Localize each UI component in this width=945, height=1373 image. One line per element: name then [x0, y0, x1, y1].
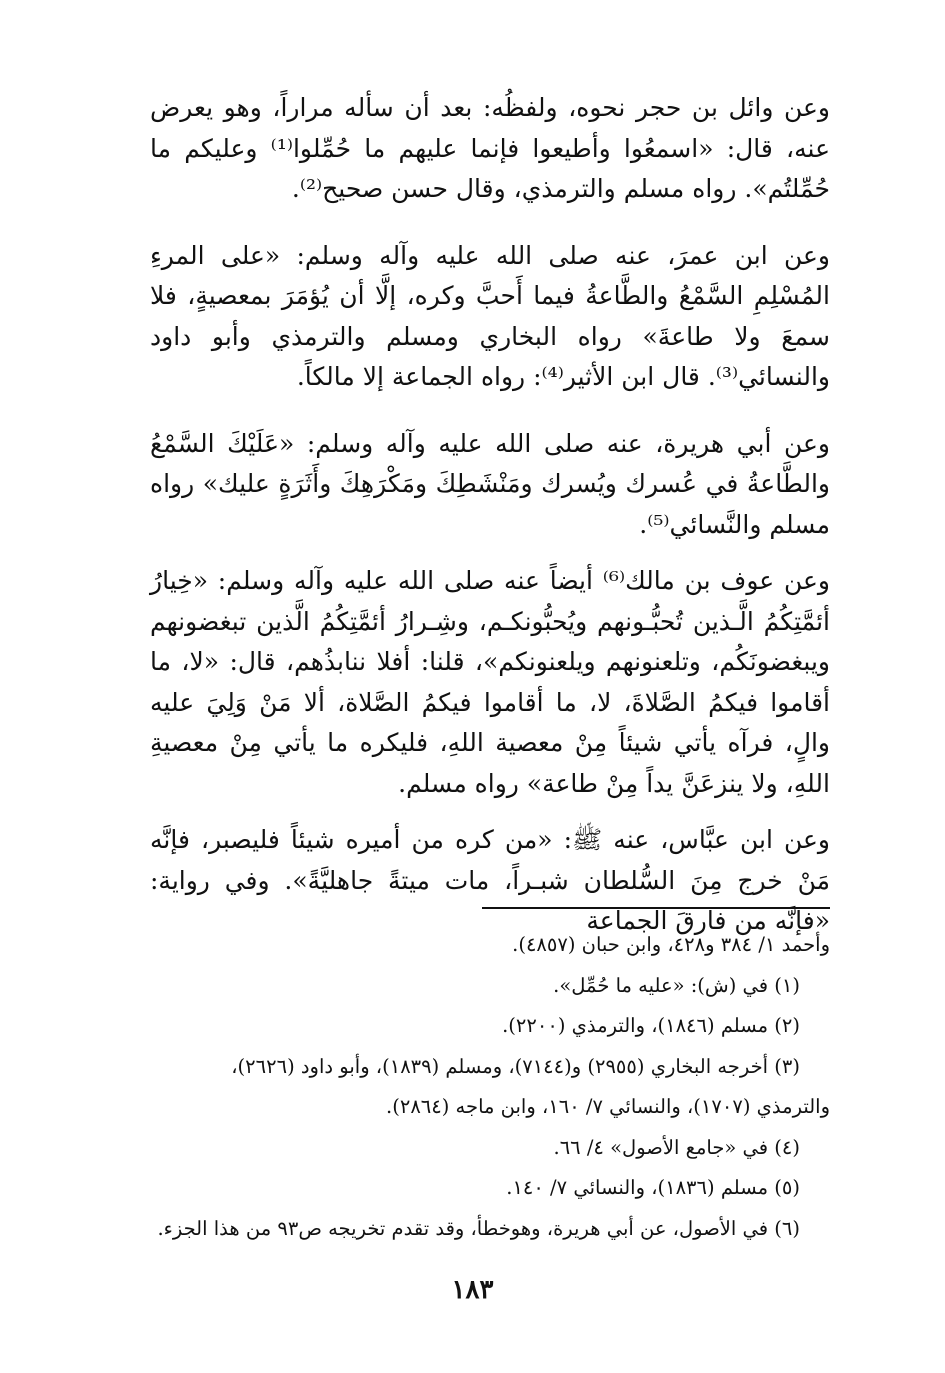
- footnote-3-continuation: والترمذي (١٧٠٧)، والنسائي ٧/ ١٦٠، وابن ماجه (٢٨٦٤).: [386, 1095, 830, 1118]
- footnote-6: (٦) في الأصول، عن أبي هريرة، وهوخطأ، وقد تقدم تخريجه ص٩٣ من هذا الجزء.: [157, 1216, 800, 1240]
- footnote-3: (٣) أخرجه البخاري (٢٩٥٥) و(٧١٤٤)، ومسلم (١٨٣٩)، وأبو داود (٢٦٢٦)،: [231, 1054, 800, 1078]
- paragraph-abu-hurayra: وعن أبي هريرة، عنه صلى الله عليه وآله وسلم: «عَلَيْكَ السَّمْعُ والطَّاعةُ في عُسرك ويُسرك ومَنْشَطِكَ ومَكْرَهِكَ وأَثَرَةٍ عليك» رواه مسلم والنَّسائي⁽⁵⁾.: [150, 428, 830, 539]
- footnote-5: (٥) مسلم (١٨٣٦)، والنسائي ٧/ ١٤٠.: [506, 1176, 800, 1199]
- paragraph-ibn-abbas: وعن ابن عبَّاس، عنه ﷺ: «من كره من أميره شيئاً فليصبر، فإنَّه مَنْ خرج مِنَ السُّلطان شبـراً، مات ميتةً جاهليَّةً». وفي رواية: «فإنَّه من فارقَ الجماعة: [150, 825, 830, 935]
- paragraph-ibn-umar: وعن ابن عمرَ، عنه صلى الله عليه وآله وسلم: «على المرءِ المُسْلِمِ السَّمْعُ والطَّاعةُ فيما أَحبَّ وكره، إلَّا أن يُؤمَرَ بمعصيةٍ، فلا سمعَ ولا طاعةَ» رواه البخاري ومسلم والترمذي وأبو داود والنسائي⁽³⁾. قال ابن الأثير⁽⁴⁾: رواه الجماعة إلا مالكاً.: [150, 240, 830, 391]
- footnote-divider: [482, 907, 830, 909]
- footnote-1: (١) في (ش): «عليه ما حُمِّل».: [553, 973, 800, 997]
- paragraph-wail-ibn-hujr: وعن وائل بن حجر نحوه، ولفظُه: بعد أن سأله مراراً، وهو يعرض عنه، قال: «اسمعُوا وأطيعوا فإنما عليهم ما حُمِّلوا⁽¹⁾ وعليكم ما حُمِّلتُم». رواه مسلم والترمذي، وقال حسن صحيح⁽²⁾.: [150, 93, 830, 203]
- paragraph-awf-ibn-malik: وعن عوف بن مالك⁽⁶⁾ أيضاً عنه صلى الله عليه وآله وسلم: «خِيارُ أئمَّتِكُمُ الَّـذين تُحبُّـونهم ويُحبُّونكـم، وشِـرارُ أئمَّتِكُمُ الَّذين تبغضونهم ويبغضونَكُم، وتلعنونهم ويلعنونكم»، قلنا: أفلا ننابذُهم، قال: «لا، ما أقاموا فيكمُ الصَّلاةَ، لا، ما أقاموا فيكمُ الصَّلاة، ألا مَنْ وَلِيَ عليه والٍ، فرآه يأتي شيئاً مِنْ معصية اللهِ، فليكره ما يأتي مِنْ معصيةِ اللهِ، ولا ينزعَنَّ يداً مِنْ طاعة» رواه مسلم.: [150, 566, 830, 798]
- footnote-continuation: وأحمد ١/ ٣٨٤ و٤٢٨، وابن حبان (٤٨٥٧).: [512, 933, 830, 956]
- footnote-2: (٢) مسلم (١٨٤٦)، والترمذي (٢٢٠٠).: [502, 1014, 800, 1037]
- footnote-4: (٤) في «جامع الأصول» ٤/ ٦٦.: [553, 1135, 800, 1159]
- footnotes-section: [150, 925, 830, 1249]
- page-number: ١٨٣: [451, 1275, 494, 1305]
